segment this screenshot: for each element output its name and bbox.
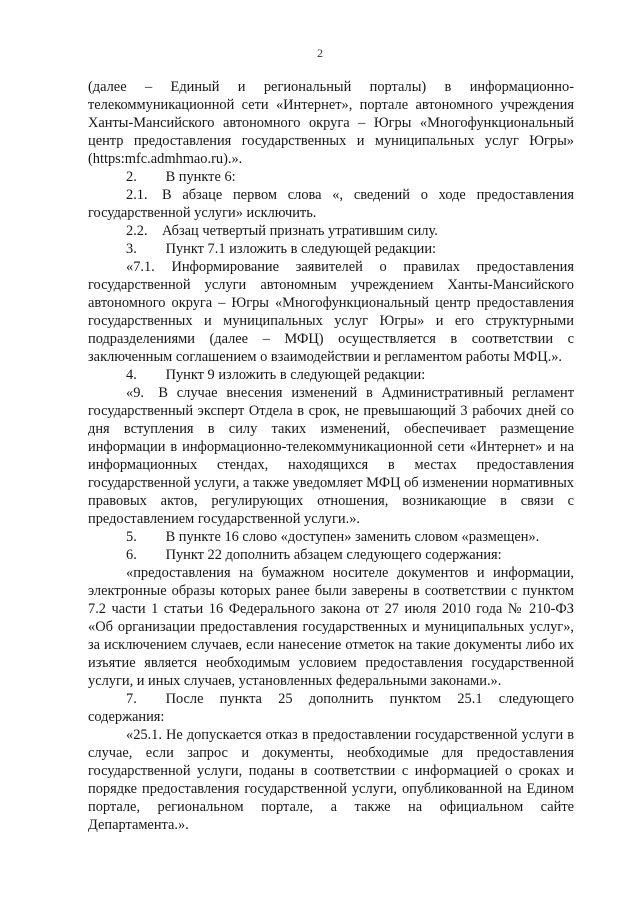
- paragraph-quote-25-1: «25.1. Не допускается отказ в предоставлении государственной услуги в случае, если запрос и документы, необходимые для предоставления государственной услуги, поданы в соответствии с информацией о сроках и порядке предоставления государственной услуги, опубликованной на Едином портале, региональном портале, а также на официальном сайте Департамента.».: [88, 727, 574, 833]
- paragraph-item-7: 7. После пункта 25 дополнить пунктом 25.1 следующего содержания:: [88, 691, 574, 725]
- paragraph-quote-item-6: «предоставления на бумажном носителе документов и информации, электронные образы которых ранее были заверены в соответствии с пунктом 7.2 части 1 статьи 16 Федерального закона от 27 июля 2010 года № 210-ФЗ «Об организации предоставления государственных и муниципальных услуг», за исключением случаев, если нанесение отметок на такие документы либо их изъятие является необходимым условием предоставления государственной услуги, и иных случаев, установленных федеральными законами.».: [88, 565, 574, 689]
- paragraph-quote-7-1: «7.1. Информирование заявителей о правилах предоставления государственной услуги автономным учреждением Ханты-Мансийского автономного округа – Югры «Многофункциональный центр предоставления государственных и муниципальных услуг Югры» и его структурными подразделениями (далее – МФЦ) осуществляется в соответствии с заключенным соглашением о взаимодействии и регламентом работы МФЦ.».: [88, 259, 574, 365]
- paragraph-item-5: 5. В пункте 16 слово «доступен» заменить словом «размещен».: [126, 529, 540, 545]
- paragraph-item-2-2: 2.2. Абзац четвертый признать утратившим силу.: [126, 223, 438, 239]
- page-number: 2: [317, 46, 323, 60]
- paragraph-quote-9: «9. В случае внесения изменений в Административный регламент государственный эксперт Отдела в срок, не превышающий 3 рабочих дней со дня вступления в силу таких изменений, обеспечивает размещение информации в информационно-телекоммуникационной сети «Интернет» и на информационных стендах, находящихся в местах предоставления государственной услуги, а также уведомляет МФЦ об изменении нормативных правовых актов, регулирующих отношения, возникающие в связи с предоставлением государственной услуги.».: [88, 385, 574, 527]
- paragraph-intro-continuation: (далее – Единый и региональный порталы) в информационно-телекоммуникационной сети «Интернет», портале автономного учреждения Ханты-Мансийского автономного округа – Югры «Многофункциональный центр предоставления государственных и муниципальных услуг Югры» (https:mfc.admhmao.ru).».: [88, 79, 574, 167]
- document-body: [88, 78, 574, 834]
- paragraph-item-3: 3. Пункт 7.1 изложить в следующей редакции:: [126, 241, 437, 257]
- paragraph-item-4: 4. Пункт 9 изложить в следующей редакции:: [126, 367, 426, 383]
- paragraph-item-6: 6. Пункт 22 дополнить абзацем следующего содержания:: [126, 547, 502, 563]
- paragraph-item-2-1: 2.1. В абзаце первом слова «, сведений о ходе предоставления государственной услуги» исключить.: [88, 187, 574, 221]
- paragraph-item-2: 2. В пункте 6:: [126, 169, 236, 185]
